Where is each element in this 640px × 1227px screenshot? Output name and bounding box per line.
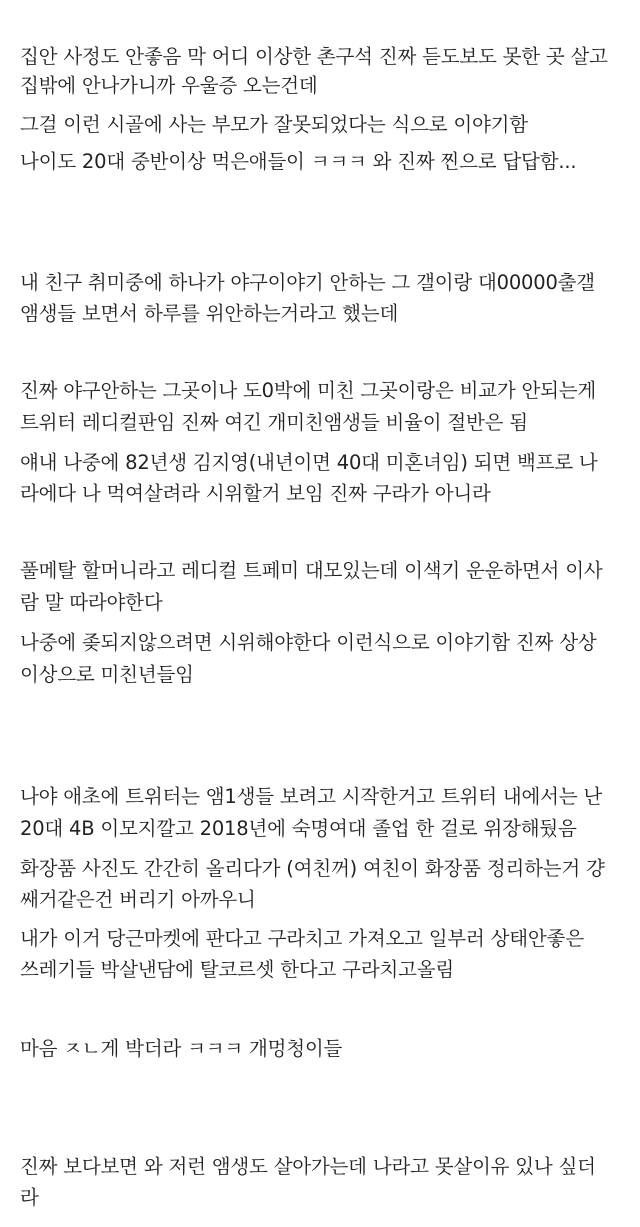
text-line: 람 말 따라야한다 [20, 591, 163, 614]
text-line: 화장품 사진도 간간히 올리다가 (여친꺼) 여친이 화장품 정리하는거 걍 [20, 857, 605, 880]
text-line: 진짜 야구안하는 그곳이나 도0박에 미친 그곳이랑은 비교가 안되는게 [20, 379, 597, 402]
text-line: 트위터 레디컬판임 진짜 여긴 개미친앰생들 비율이 절반은 됨 [20, 411, 528, 434]
text-line: 이상으로 미친년들임 [20, 663, 194, 686]
text-line: 얘내 나중에 82년생 김지영(내년이면 40대 미혼녀임) 되면 백프로 나 [20, 451, 598, 474]
text-line: 라에다 나 먹여살려라 시위할거 보임 진짜 구라가 아니라 [20, 482, 491, 505]
text-line: 내 친구 취미중에 하나가 야구이야기 안하는 그 갤이랑 대00000출갤 [20, 271, 595, 294]
text-line: 나중에 좆되지않으려면 시위해야한다 이런식으로 이야기함 진짜 상상 [20, 631, 597, 654]
text-line: 앰생들 보면서 하루를 위안하는거라고 했는데 [20, 302, 399, 325]
text-line: 20대 4B 이모지깔고 2018년에 숙명여대 졸업 한 걸로 위장해뒀음 [20, 817, 577, 840]
text-line: 마음 ㅈㄴ게 박더라 ㅋㅋㅋ 개멍청이들 [20, 1037, 343, 1060]
text-line: 나이도 20대 중반이상 먹은애들이 ㅋㅋㅋ 와 진짜 찐으로 답답함... [20, 150, 577, 173]
text-line: 진짜 보다보면 와 저런 앰생도 살아가는데 나라고 못살이유 있나 싶더 [20, 1155, 596, 1178]
text-line: 내가 이거 당근마켓에 판다고 구라치고 가져오고 일부러 상태안좋은 [20, 927, 584, 950]
text-line: 쌔거같은건 버리기 아까우니 [20, 888, 256, 911]
text-line: 그걸 이런 시골에 사는 부모가 잘못되었다는 식으로 이야기함 [20, 113, 528, 136]
text-line: 쓰레기들 박살낸담에 탈코르셋 한다고 구라치고올림 [20, 958, 455, 981]
text-line: 집안 사정도 안좋음 막 어디 이상한 촌구석 진짜 듣도보도 못한 곳 살고 [20, 45, 608, 68]
text-line: 집밖에 안나가니까 우울증 오는건데 [20, 74, 318, 97]
text-line: 나야 애초에 트위터는 앰1생들 보려고 시작한거고 트위터 내에서는 난 [20, 785, 603, 808]
text-line: 풀메탈 할머니라고 레디컬 트페미 대모있는데 이색기 운운하면서 이사 [20, 559, 603, 582]
text-line: 라 [20, 1186, 39, 1209]
